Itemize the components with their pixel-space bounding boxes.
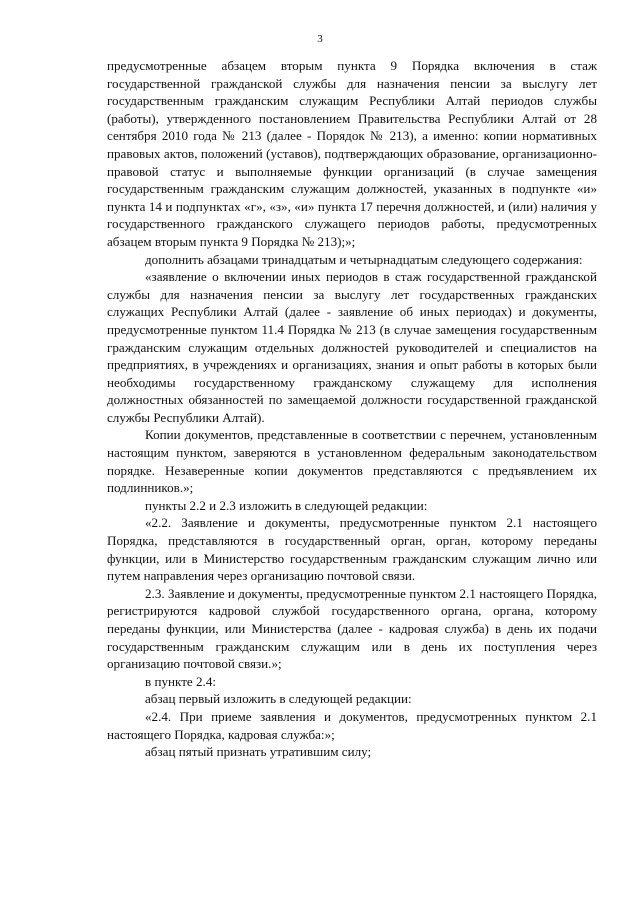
paragraph-fifth-abzac: абзац пятый признать утратившим силу;: [145, 744, 372, 760]
paragraph-quoted-statement: «заявление о включении иных периодов в стаж государственной гражданской службы для назначения пенсии за выслугу лет государственных гражданских служащих Республики Алтай (далее - заявление об иных периодах) и документы, предусмотренные пунктом 11.4 Порядка № 213 (в случае замещения государственным гражданским служащим отдельных должностей руководителей и специалистов на предприятиях, в учреждениях и организациях, знания и опыт работы в которых были необходимы государственному гражданскому служащему для исполнения должностных обязанностей по замещаемой должности государственной гражданской службы Республики Алтай).: [107, 269, 597, 425]
page-number: 3: [317, 33, 323, 45]
paragraph-amendment-add: дополнить абзацами тринадцатым и четырнадцатым следующего содержания:: [145, 251, 583, 267]
paragraph-point-2-3: 2.3. Заявление и документы, предусмотренные пунктом 2.1 настоящего Порядка, регистрируются кадровой службой государственного органа, органа, которому переданы функции, или Министерства (далее - кадровая служба) в день их подачи государственным гражданским служащим или в день их поступления через организацию почтовой связи.»;: [107, 585, 597, 672]
paragraph-point-2-4: «2.4. При приеме заявления и документов, предусмотренных пунктом 2.1 настоящего Порядка, кадровая служба:»;: [107, 708, 597, 742]
paragraph-first-abzac: абзац первый изложить в следующей редакции:: [145, 691, 412, 707]
paragraph-continuation: предусмотренные абзацем вторым пункта 9 Порядка включения в стаж государственной гражданской службы для назначения пенсии за выслугу лет государственным гражданским служащим Республики Алтай периодов службы (работы), утвержденного постановлением Правительства Республики Алтай от 28 сентября 2010 года № 213 (далее - Порядок № 213), а именно: копии нормативных правовых актов, положений (уставов), подтверждающих образование, организационно-правовой статус и выполняемые функции организаций (в случае замещения государственным гражданским служащим должностей, указанных в подпункте «и» пункта 14 и подпунктах «г», «з», «и» пункта 17 перечня должностей, и (или) наличия у государственного гражданского служащего периодов работы, предусмотренных абзацем вторым пункта 9 Порядка № 213);»;: [107, 58, 597, 249]
paragraph-point-2-2: «2.2. Заявление и документы, предусмотренные пунктом 2.1 настоящего Порядка, представляются в государственный орган, орган, которому переданы функции, или в Министерство государственным гражданским служащим лично или путем направления через организацию почтовой связи.: [107, 515, 597, 584]
paragraph-amendment-points: пункты 2.2 и 2.3 изложить в следующей редакции:: [145, 497, 428, 513]
paragraph-in-point-2-4: в пункте 2.4:: [145, 673, 217, 689]
document-body: [107, 57, 597, 761]
paragraph-copies-of-documents: Копии документов, представленные в соответствии с перечнем, установленным настоящим пунктом, заверяются в установленном федеральным законодательством порядке. Незаверенные копии документов представляются с предъявлением их подлинников.»;: [107, 427, 597, 496]
